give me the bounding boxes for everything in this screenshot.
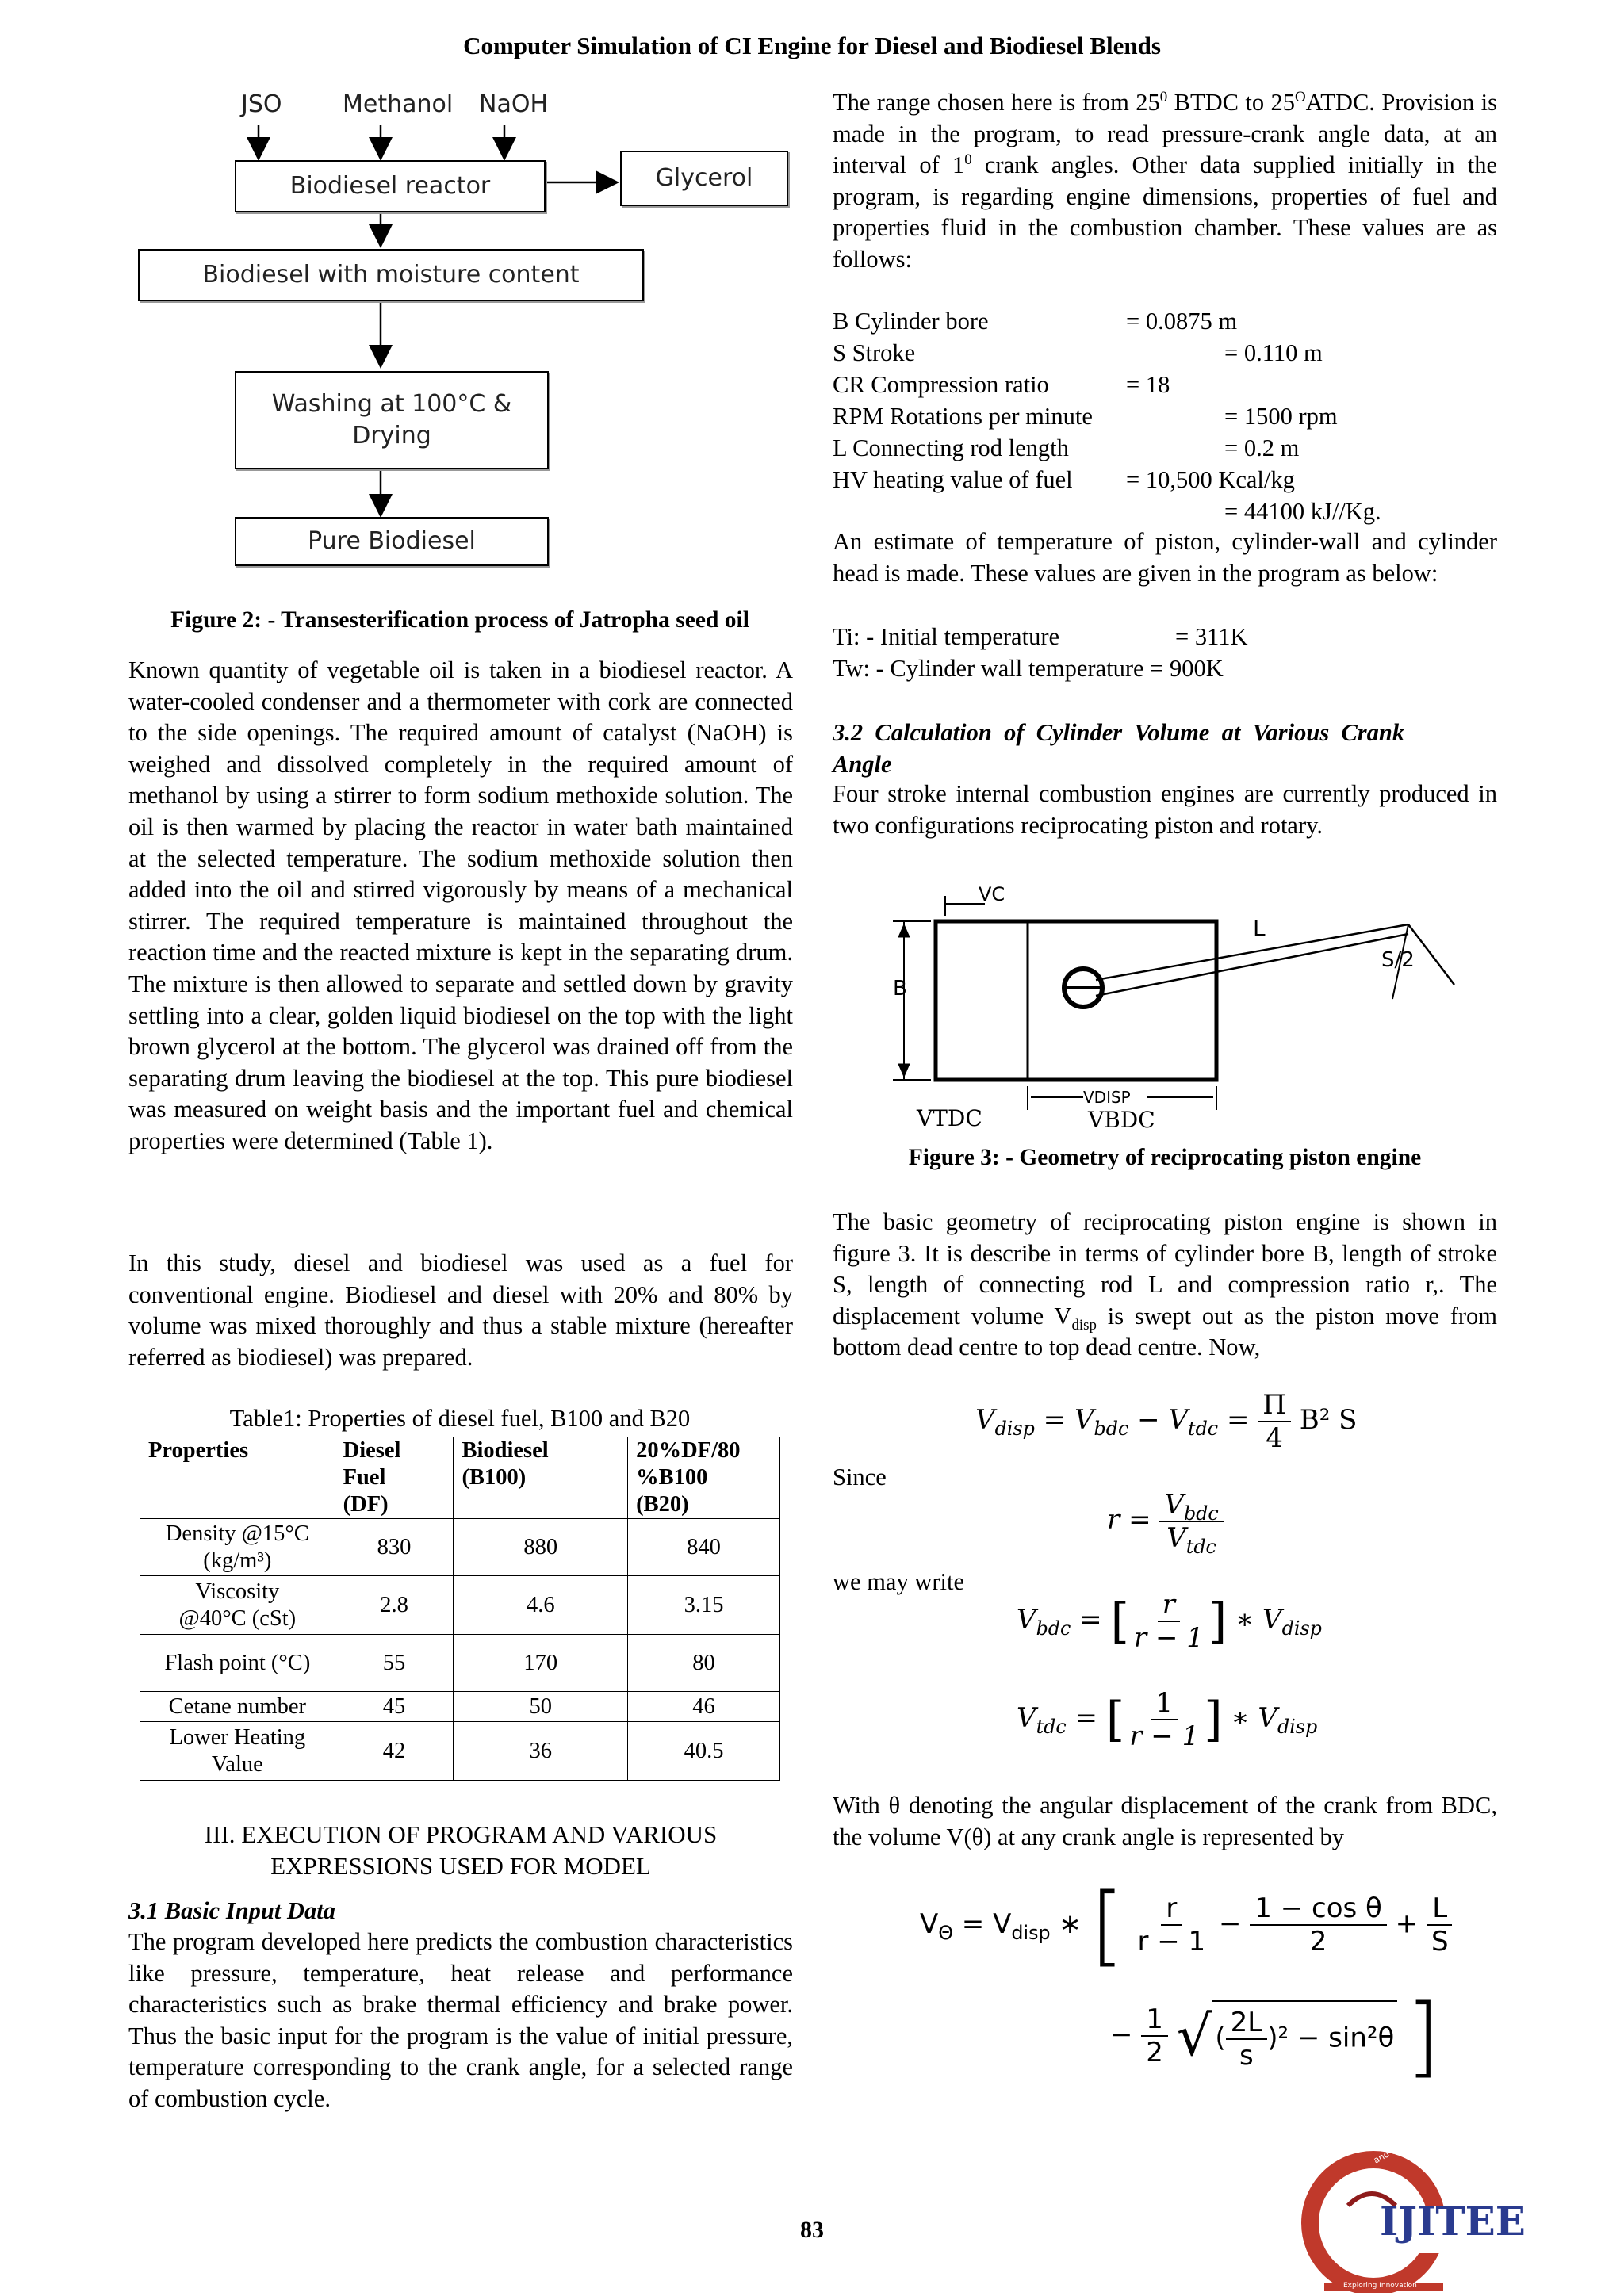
- figure-3-piston-diagram: [880, 880, 1467, 1134]
- param-label: L Connecting rod length: [833, 434, 1069, 461]
- param-value: = 44100 kJ//Kg.: [1224, 498, 1381, 525]
- table-cell-property: Viscosity @40°C (cSt): [140, 1576, 335, 1635]
- param-label: RPM Rotations per minute: [833, 403, 1093, 430]
- running-header: Computer Simulation of CI Engine for Diesel and Biodiesel Blends: [463, 32, 1161, 59]
- flow-box-moisture: Biodiesel with moisture content: [138, 249, 644, 301]
- param-value: = 1500 rpm: [1224, 403, 1338, 430]
- piston-geometry-drawing: [880, 880, 1467, 1134]
- flow-input-methanol: Methanol: [343, 90, 454, 118]
- param-value: = 0.110 m: [1224, 339, 1323, 366]
- table-cell-b20: 46: [628, 1692, 780, 1722]
- table-row: [140, 1576, 780, 1635]
- subsection-3-2-line-1: 3.2 Calculation of Cylinder Volume at Various Crank: [833, 719, 1405, 746]
- table-row: [140, 1692, 780, 1722]
- param-value: = 18: [1126, 371, 1170, 398]
- param-label: B Cylinder bore: [833, 308, 989, 335]
- param-value: = 10,500 Kcal/kg: [1126, 466, 1295, 493]
- param-label: S Stroke: [833, 339, 916, 366]
- flow-box-reactor: Biodiesel reactor: [235, 160, 546, 212]
- logo-footer-text: Exploring Innovation: [1343, 2282, 1417, 2290]
- right-paragraph-1: The range chosen here is from $25^0$ BTDC to $25^OATDC$. Provision is made in the program, to read pressure-crank angle data, at an interval of $1^0$ crank angles. Other data supplied initially in the program, is regarding engine dimensions, properties of fuel and properties fluid in the combustion chamber. These values are as follows:: [833, 88, 1497, 273]
- table-cell-property: Density @15°C (kg/m³): [140, 1519, 335, 1576]
- logo-ring-text: and Exploring Engineering: [1372, 2102, 1479, 2166]
- page-number: 83: [800, 2217, 824, 2243]
- theta-paragraph: With θ denoting the angular displacement of the crank from BDC, the volume V(θ) at any crank angle is represented by: [833, 1792, 1497, 1850]
- table-row: [140, 1519, 780, 1576]
- table-cell-b20: 80: [628, 1635, 780, 1692]
- washing-line-2: Drying: [352, 422, 431, 450]
- ti-value: = 311K: [1175, 623, 1248, 650]
- table-cell-df: 2.8: [335, 1576, 454, 1635]
- equation-vdisp: $V_{disp} = V_{bdc} - V_{tdc}$ = $\frac{\Pi}{4}$ B² S: [975, 1389, 1358, 1454]
- left-paragraph-2: In this study, diesel and biodiesel was used as a fuel for conventional engine. Biodiesel and diesel with 20% and 80% by volume was mixed thoroughly and thus a stable mixture (hereafter referred as biodiesel) was prepared.: [128, 1249, 793, 1371]
- section-3-heading: [128, 1819, 793, 1882]
- we-may-write-label: we may write: [833, 1568, 964, 1595]
- label-vbdc: VBDC: [1088, 1107, 1155, 1133]
- table-cell-b100: 170: [454, 1635, 628, 1692]
- label-vtdc: VTDC: [917, 1105, 982, 1131]
- table-header-b20: 20%DF/80 %B100 (B20): [628, 1437, 780, 1519]
- label-s2: S/2: [1381, 948, 1415, 972]
- table-cell-b100: 50: [454, 1692, 628, 1722]
- equation-vtheta: $V_\Theta = V_{disp}$ ∗ [ $\frac{r}{r - 1}$ − $\frac{\text{1 − cos θ}}{2}$ + $\frac{L}{S}$: [920, 1874, 1454, 1976]
- label-b: B: [893, 977, 907, 1001]
- ti-line: Ti: - Initial temperature: [833, 623, 1060, 650]
- subsection-3-1-heading: 3.1 Basic Input Data: [128, 1897, 335, 1924]
- figure-2-caption: Figure 2: - Transesterification process of Jatropha seed oil: [170, 607, 749, 633]
- label-vc: VC: [979, 883, 1005, 905]
- ijitee-logo: [1300, 2102, 1526, 2293]
- table-row: [140, 1635, 780, 1692]
- geometry-paragraph: The basic geometry of reciprocating piston engine is shown in figure 3. It is describe in terms of cylinder bore B, length of stroke S, length of connecting rod L and compression ratio r,. The displacement volume $V_{disp}$ is swept out as the piston move from bottom dead centre to top dead centre. Now,: [833, 1208, 1498, 1361]
- table-header-diesel: Diesel Fuel (DF): [335, 1437, 454, 1519]
- label-vdisp: VDISP: [1083, 1088, 1131, 1107]
- table-cell-property: Flash point (°C): [140, 1635, 335, 1692]
- table-cell-b100: 36: [454, 1722, 628, 1781]
- table-cell-df: 830: [335, 1519, 454, 1576]
- label-l: L: [1253, 915, 1266, 941]
- flow-box-pure-biodiesel: Pure Biodiesel: [235, 517, 549, 566]
- flow-box-washing: [235, 371, 549, 469]
- table-1-caption: Table1: Properties of diesel fuel, B100 and B20: [229, 1405, 691, 1432]
- right-paragraph-2: An estimate of temperature of piston, cylinder-wall and cylinder head is made. These values are given in the program as below:: [833, 528, 1497, 587]
- table-cell-b100: 4.6: [454, 1576, 628, 1635]
- table-1: [140, 1437, 780, 1781]
- table-row: [140, 1722, 780, 1781]
- section-3-heading-line-1: III. EXECUTION OF PROGRAM AND VARIOUS: [204, 1820, 718, 1848]
- subsection-3-2-line-2: Angle: [833, 751, 892, 778]
- figure-3-caption: Figure 3: - Geometry of reciprocating piston engine: [908, 1145, 1422, 1170]
- tw-line: Tw: - Cylinder wall temperature = 900K: [833, 655, 1224, 682]
- table-cell-b100: 880: [454, 1519, 628, 1576]
- table-cell-property: Lower Heating Value: [140, 1722, 335, 1781]
- logo-wordmark: IJITEE: [1380, 2198, 1526, 2244]
- param-label: HV heating value of fuel: [833, 466, 1073, 493]
- paragraph-3-1: The program developed here predicts the combustion characteristics like pressure, temperature, heat release and performance characteristics such as brake thermal efficiency and brake power. Thus the basic input for the program is the value of initial pressure, temperature corresponding to the crank angle, for a selected range of combustion cycle.: [128, 1928, 793, 2112]
- param-value: = 0.0875 m: [1126, 308, 1238, 335]
- flow-box-glycerol: Glycerol: [620, 151, 788, 206]
- section-3-heading-line-2: EXPRESSIONS USED FOR MODEL: [270, 1852, 651, 1880]
- param-label: CR Compression ratio: [833, 371, 1049, 398]
- table-header-biodiesel: Biodiesel (B100): [454, 1437, 628, 1519]
- flow-input-naoh: NaOH: [479, 90, 548, 118]
- washing-line-1: Washing at 100°C &: [271, 390, 512, 418]
- table-cell-df: 55: [335, 1635, 454, 1692]
- table-cell-b20: 40.5: [628, 1722, 780, 1781]
- table-cell-property: Cetane number: [140, 1692, 335, 1722]
- table-cell-df: 45: [335, 1692, 454, 1722]
- subsection-3-2-heading: [833, 717, 1497, 780]
- equation-vtheta-cont: − $\frac{1}{2}$ √ ( $\frac{2L}{s}$ )² − sin²θ ]: [1110, 1985, 1441, 2087]
- since-label: Since: [833, 1464, 887, 1490]
- table-cell-df: 42: [335, 1722, 454, 1781]
- table-cell-b20: 840: [628, 1519, 780, 1576]
- left-paragraph-1: Known quantity of vegetable oil is taken in a biodiesel reactor. A water-cooled condenser and a thermometer with cork are connected to the side openings. The required amount of catalyst (NaOH) is weighed and dissolved completely in the required amount of methanol by using a stirrer to form sodium methoxide solution. The oil is then warmed by placing the reactor in water bath maintained at the selected temperature. The sodium methoxide solution then added into the oil and stirred vigorously by means of a mechanical stirrer. The required temperature is maintained throughout the reaction time and the reacted mixture is kept in the separating drum. The mixture is then allowed to separate and settled down by gravity settling into a clear, golden liquid biodiesel on the top with the light brown glycerol at the bottom. The glycerol was drained off from the separating drum leaving the biodiesel at the top. This pure biodiesel was measured on weight basis and the important fuel and chemical properties were determined (Table 1).: [128, 656, 793, 1154]
- param-value: = 0.2 m: [1224, 434, 1300, 461]
- figure-2-flowchart: [127, 79, 793, 571]
- equation-r: r = $\frac{V_{bdc}}{V_{tdc}}$: [1107, 1489, 1224, 1554]
- equation-vbdc: $V_{bdc}$ = [ $\frac{r}{r - 1}$ ] ∗ $V_{disp}$: [1017, 1589, 1322, 1654]
- table-header-properties: Properties: [140, 1437, 335, 1519]
- table-cell-b20: 3.15: [628, 1576, 780, 1635]
- paragraph-3-2: Four stroke internal combustion engines are currently produced in two configurations reciprocating piston and rotary.: [833, 780, 1497, 839]
- equation-vtdc: $V_{tdc}$ = [ $\frac{1}{r - 1}$ ] ∗ $V_{disp}$: [1017, 1687, 1318, 1752]
- flow-input-jso: JSO: [241, 90, 282, 118]
